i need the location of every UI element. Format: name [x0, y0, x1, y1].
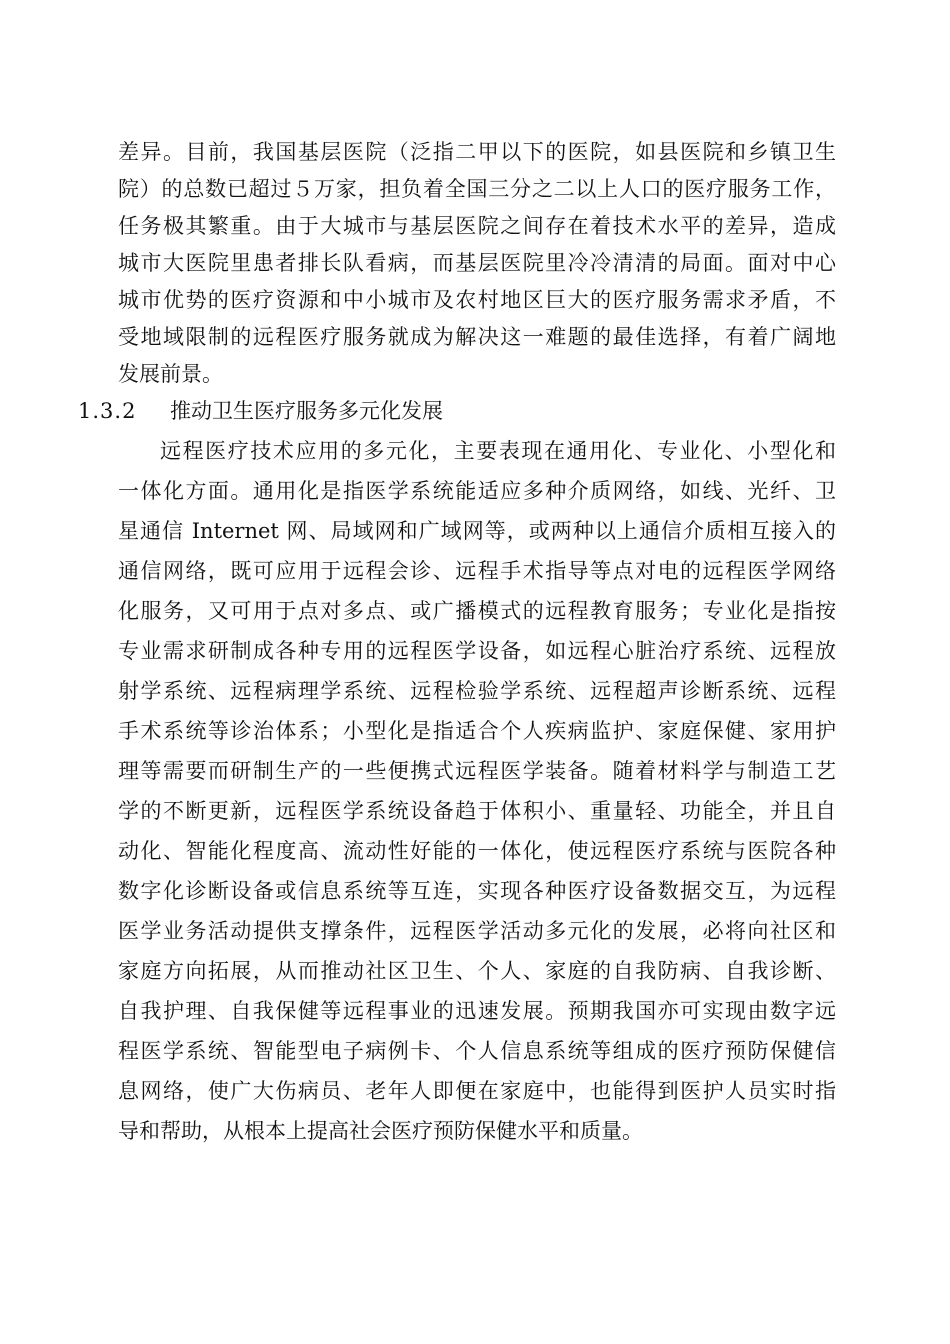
paragraph-line: 学的不断更新，远程医学系统设备趋于体积小、重量轻、功能全，并且自: [118, 799, 836, 823]
paragraph-line: 医学业务活动提供支撑条件，远程医学活动多元化的发展，必将向社区和: [118, 919, 836, 943]
paragraph-line: 导和帮助，从根本上提高社会医疗预防保健水平和质量。: [118, 1119, 643, 1143]
section-number: 1.3.2: [78, 399, 137, 423]
section-heading: [78, 398, 778, 424]
paragraph-line: 远程医疗技术应用的多元化，主要表现在通用化、专业化、小型化和: [160, 439, 836, 463]
paragraph-line: 一体化方面。通用化是指医学系统能适应多种介质网络，如线、光纤、卫: [118, 479, 836, 503]
paragraph-line: 发展前景。: [118, 362, 223, 386]
paragraph-line: 城市大医院里患者排长队看病，而基层医院里冷冷清清的局面。面对中心: [118, 251, 836, 275]
paragraph-line: 数字化诊断设备或信息系统等互连，实现各种医疗设备数据交互，为远程: [118, 879, 836, 903]
paragraph-line: 家庭方向拓展，从而推动社区卫生、个人、家庭的自我防病、自我诊断、: [118, 959, 836, 983]
paragraph-line: 手术系统等诊治体系；小型化是指适合个人疾病监护、家庭保健、家用护: [118, 719, 836, 743]
paragraph-line: 任务极其繁重。由于大城市与基层医院之间存在着技术水平的差异，造成: [118, 214, 836, 238]
paragraph-line: 受地域限制的远程医疗服务就成为解决这一难题的最佳选择，有着广阔地: [118, 325, 836, 349]
paragraph-line: 院）的总数已超过５万家，担负着全国三分之二以上人口的医疗服务工作，: [118, 177, 836, 201]
section-title: 推动卫生医疗服务多元化发展: [170, 399, 443, 423]
paragraph-line: 射学系统、远程病理学系统、远程检验学系统、远程超声诊断系统、远程: [118, 679, 836, 703]
paragraph-line: 星通信 Internet 网、局域网和广域网等，或两种以上通信介质相互接入的: [118, 519, 836, 543]
paragraph-line: 程医学系统、智能型电子病例卡、个人信息系统等组成的医疗预防保健信: [118, 1039, 836, 1063]
paragraph-line: 专业需求研制成各种专用的远程医学设备，如远程心脏治疗系统、远程放: [118, 639, 836, 663]
paragraph-line: 自我护理、自我保健等远程事业的迅速发展。预期我国亦可实现由数字远: [118, 999, 836, 1023]
paragraph-line: 城市优势的医疗资源和中小城市及农村地区巨大的医疗服务需求矛盾，不: [118, 288, 836, 312]
paragraph-line: 动化、智能化程度高、流动性好能的一体化，使远程医疗系统与医院各种: [118, 839, 836, 863]
paragraph-line: 化服务，又可用于点对多点、或广播模式的远程教育服务；专业化是指按: [118, 599, 836, 623]
paragraph-line: 差异。目前，我国基层医院（泛指二甲以下的医院，如县医院和乡镇卫生: [118, 140, 836, 164]
paragraph-line: 息网络，使广大伤病员、老年人即便在家庭中，也能得到医护人员实时指: [118, 1079, 836, 1103]
paragraph-line: 通信网络，既可应用于远程会诊、远程手术指导等点对电的远程医学网络: [118, 559, 836, 583]
paragraph-line: 理等需要而研制生产的一些便携式远程医学装备。随着材料学与制造工艺: [118, 759, 836, 783]
